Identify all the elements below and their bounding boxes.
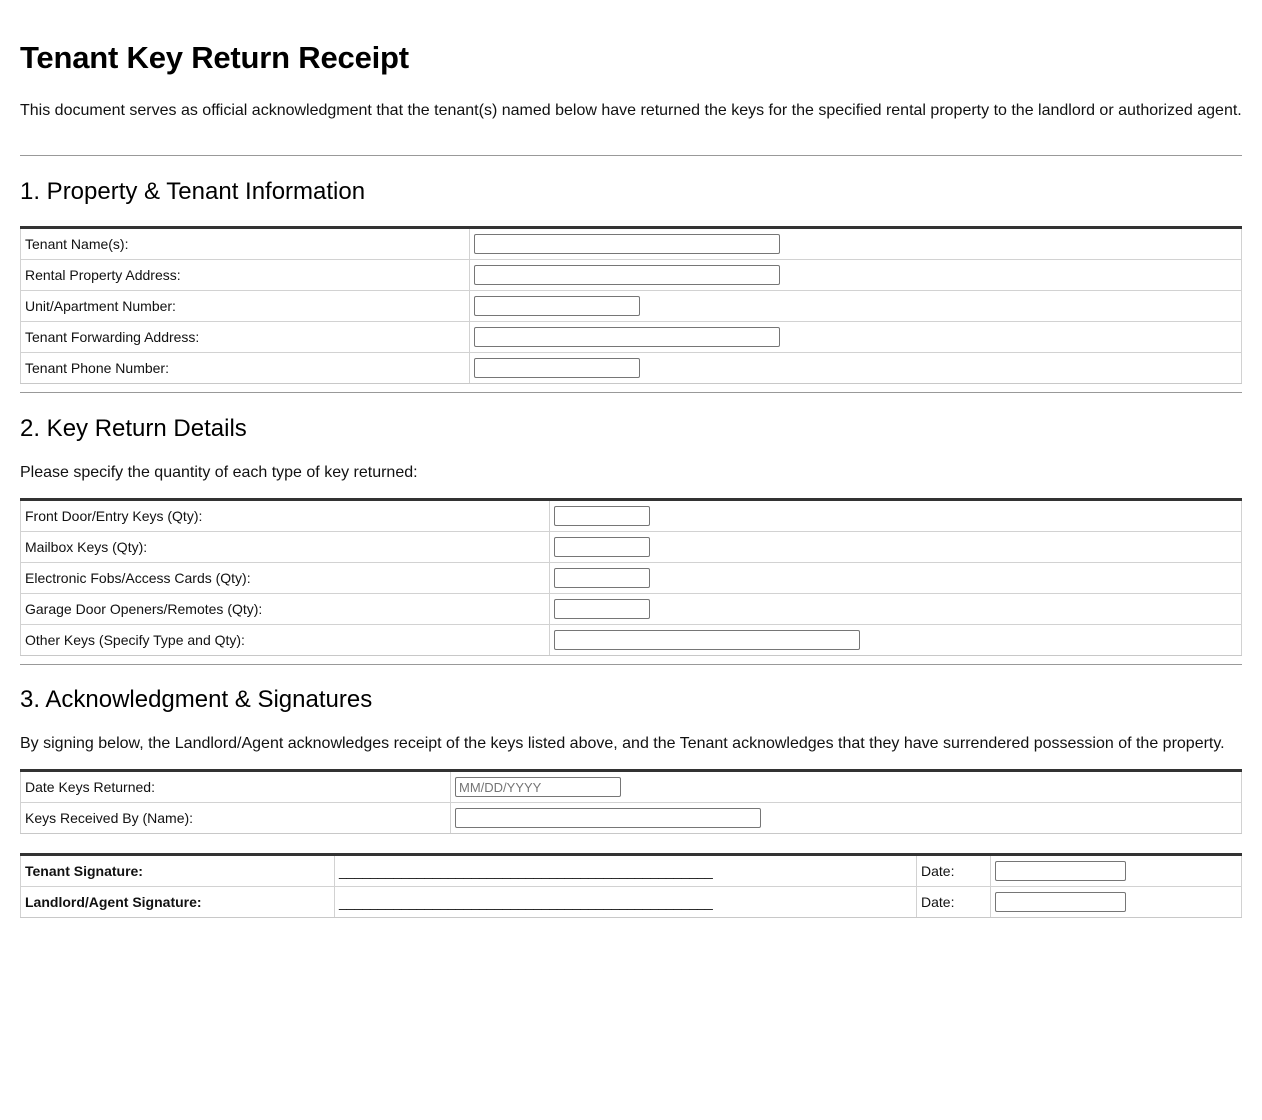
date-label: Date: bbox=[917, 887, 991, 918]
field-label: Garage Door Openers/Remotes (Qty): bbox=[21, 594, 550, 625]
divider bbox=[20, 392, 1242, 393]
field-label: Unit/Apartment Number: bbox=[21, 291, 470, 322]
table-row bbox=[21, 887, 1242, 918]
received-by-input[interactable] bbox=[455, 808, 761, 828]
field-label: Date Keys Returned: bbox=[21, 771, 451, 803]
landlord-signature-date-input[interactable] bbox=[995, 892, 1126, 912]
tenant-signature-date-input[interactable] bbox=[995, 861, 1126, 881]
garage-openers-input[interactable] bbox=[554, 599, 650, 619]
landlord-signature-label: Landlord/Agent Signature: bbox=[21, 887, 335, 918]
table-row bbox=[21, 771, 1242, 803]
key-return-instruction: Please specify the quantity of each type of key returned: bbox=[20, 464, 418, 481]
field-label: Tenant Phone Number: bbox=[21, 353, 470, 384]
table-row bbox=[21, 228, 1242, 260]
property-tenant-table bbox=[20, 226, 1242, 384]
signature-table bbox=[20, 853, 1242, 918]
table-row bbox=[21, 532, 1242, 563]
other-keys-input[interactable] bbox=[554, 630, 860, 650]
section-heading-property: 1. Property & Tenant Information bbox=[20, 178, 366, 205]
field-label: Other Keys (Specify Type and Qty): bbox=[21, 625, 550, 656]
table-row bbox=[21, 353, 1242, 384]
table-row bbox=[21, 322, 1242, 353]
table-row bbox=[21, 594, 1242, 625]
field-label: Electronic Fobs/Access Cards (Qty): bbox=[21, 563, 550, 594]
property-address-input[interactable] bbox=[474, 265, 780, 285]
table-row bbox=[21, 803, 1242, 834]
phone-number-input[interactable] bbox=[474, 358, 640, 378]
field-label: Mailbox Keys (Qty): bbox=[21, 532, 550, 563]
field-label: Front Door/Entry Keys (Qty): bbox=[21, 500, 550, 532]
date-returned-input[interactable] bbox=[455, 777, 621, 797]
divider bbox=[20, 664, 1242, 665]
table-row bbox=[21, 625, 1242, 656]
section-heading-acknowledgment: 3. Acknowledgment & Signatures bbox=[20, 686, 373, 713]
tenant-signature-line[interactable]: ________________________________________________ bbox=[339, 863, 713, 879]
page-title: Tenant Key Return Receipt bbox=[20, 40, 409, 75]
table-row bbox=[21, 855, 1242, 887]
acknowledgment-statement: By signing below, the Landlord/Agent acknowledges receipt of the keys listed above, and the Tenant acknowledges that they have surrendered possession of the property. bbox=[20, 735, 1225, 752]
table-row bbox=[21, 563, 1242, 594]
section-heading-key-return: 2. Key Return Details bbox=[20, 415, 247, 442]
tenant-signature-label: Tenant Signature: bbox=[21, 855, 335, 887]
field-label: Rental Property Address: bbox=[21, 260, 470, 291]
field-label: Keys Received By (Name): bbox=[21, 803, 451, 834]
date-label: Date: bbox=[917, 855, 991, 887]
field-label: Tenant Forwarding Address: bbox=[21, 322, 470, 353]
fobs-cards-input[interactable] bbox=[554, 568, 650, 588]
table-row bbox=[21, 500, 1242, 532]
unit-number-input[interactable] bbox=[474, 296, 640, 316]
mailbox-keys-input[interactable] bbox=[554, 537, 650, 557]
front-door-keys-input[interactable] bbox=[554, 506, 650, 526]
landlord-signature-line[interactable]: ________________________________________________ bbox=[339, 894, 713, 910]
table-row bbox=[21, 291, 1242, 322]
field-label: Tenant Name(s): bbox=[21, 228, 470, 260]
key-return-table bbox=[20, 498, 1242, 656]
tenant-names-input[interactable] bbox=[474, 234, 780, 254]
intro-paragraph: This document serves as official acknowledgment that the tenant(s) named below have returned the keys for the specified rental property to the landlord or authorized agent. bbox=[20, 102, 1242, 119]
acknowledgment-table bbox=[20, 769, 1242, 834]
divider bbox=[20, 155, 1242, 156]
forwarding-address-input[interactable] bbox=[474, 327, 780, 347]
table-row bbox=[21, 260, 1242, 291]
